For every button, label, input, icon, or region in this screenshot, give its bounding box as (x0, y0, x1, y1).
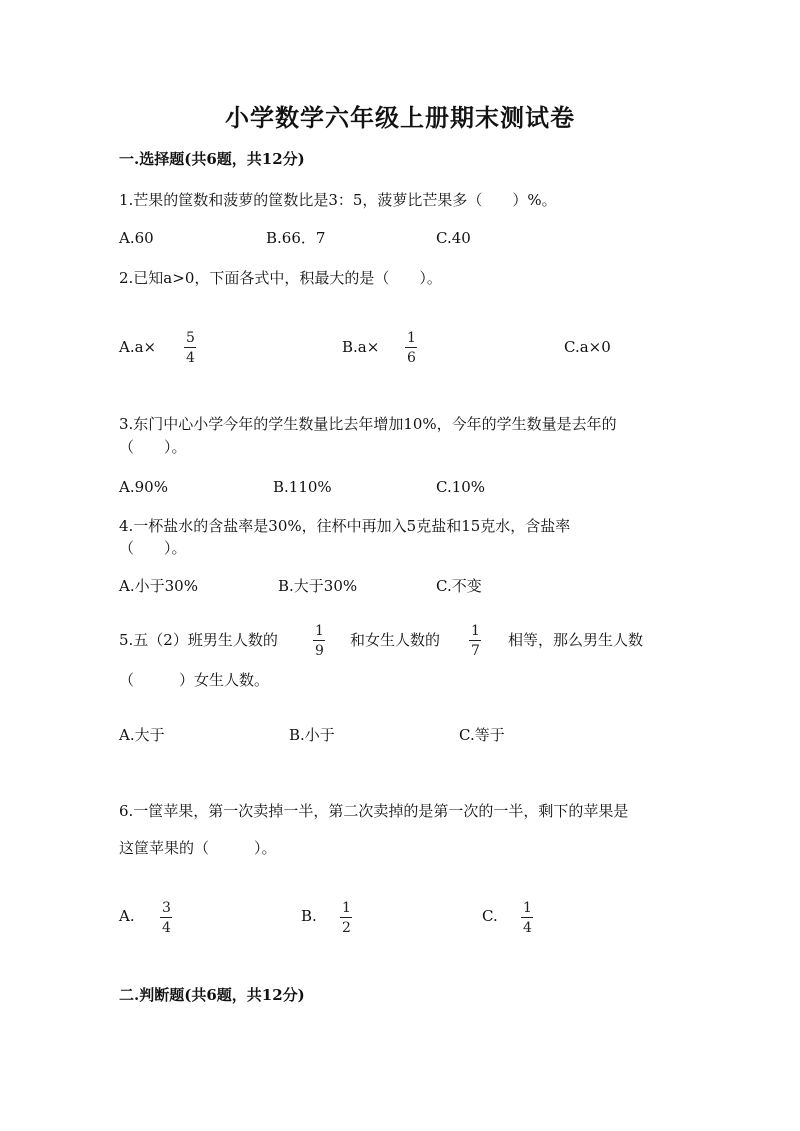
fraction-numerator: 1 (471, 623, 480, 639)
page-title: 小学数学六年级上册期末测试卷 (225, 103, 575, 132)
question-5-option-a: A.大于 (119, 726, 165, 744)
question-4-option-c: C.不变 (436, 577, 482, 595)
question-6-option-a-fraction (160, 900, 173, 936)
fraction-denominator: 4 (162, 920, 171, 936)
fraction-bar (405, 347, 417, 348)
fraction-bar (184, 347, 196, 348)
question-5-stem-part3: 相等，那么男生人数 (508, 631, 644, 649)
question-3-stem-line2: （ ）。 (119, 438, 187, 456)
question-6-option-c-fraction (521, 900, 534, 936)
fraction-bar (469, 640, 481, 641)
question-3-option-a: A.90% (119, 478, 168, 496)
fraction-bar (340, 917, 352, 918)
fraction-bar (521, 917, 533, 918)
question-2-option-a-fraction (184, 330, 197, 366)
question-5-stem-part1: 5.五（2）班男生人数的 (119, 631, 278, 649)
fraction-numerator: 5 (186, 330, 195, 346)
question-6-stem-line2: 这筐苹果的（ ）。 (119, 839, 277, 857)
question-5-fraction-1 (313, 623, 326, 659)
question-4-stem-line1: 4.一杯盐水的含盐率是30%，往杯中再加入5克盐和15克水，含盐率 (119, 517, 571, 535)
question-2-option-a-label: A.a× (119, 338, 157, 356)
question-5-option-b: B.小于 (289, 726, 335, 744)
section-heading-choice: 一.选择题(共6题，共12分) (119, 150, 305, 168)
question-2-option-c: C.a×0 (564, 338, 611, 356)
fraction-denominator: 2 (342, 920, 351, 936)
fraction-denominator: 6 (407, 350, 416, 366)
question-5-stem-part2: 和女生人数的 (350, 631, 441, 649)
question-3-option-c: C.10% (436, 478, 486, 496)
question-2-stem: 2.已知a>0，下面各式中，积最大的是（ ）。 (119, 269, 442, 287)
fraction-denominator: 4 (186, 350, 195, 366)
fraction-numerator: 3 (162, 900, 171, 916)
fraction-numerator: 1 (523, 900, 532, 916)
section-heading-true-false: 二.判断题(共6题，共12分) (119, 986, 305, 1004)
fraction-numerator: 1 (342, 900, 351, 916)
fraction-numerator: 1 (315, 623, 324, 639)
fraction-numerator: 1 (407, 330, 416, 346)
question-5-fraction-2 (469, 623, 482, 659)
question-5-stem-line2: （ ）女生人数。 (119, 671, 270, 689)
question-6-option-b-label: B. (301, 907, 317, 925)
question-1-option-b: B.66．7 (266, 229, 326, 247)
question-4-option-a: A.小于30% (119, 577, 198, 595)
fraction-denominator: 9 (315, 643, 324, 659)
question-3-option-b: B.110% (273, 478, 332, 496)
question-3-stem-line1: 3.东门中心小学今年的学生数量比去年增加10%，今年的学生数量是去年的 (119, 415, 617, 433)
question-2-option-b-label: B.a× (342, 338, 380, 356)
question-6-stem-line1: 6.一筐苹果，第一次卖掉一半，第二次卖掉的是第一次的一半，剩下的苹果是 (119, 802, 629, 820)
question-6-option-c-label: C. (482, 907, 498, 925)
question-4-option-b: B.大于30% (278, 577, 358, 595)
fraction-bar (160, 917, 172, 918)
question-2-option-b-fraction (405, 330, 418, 366)
question-6-option-b-fraction (340, 900, 353, 936)
question-5-option-c: C.等于 (459, 726, 505, 744)
question-1-option-c: C.40 (436, 229, 471, 247)
question-6-option-a-label: A. (119, 907, 135, 925)
question-1-option-a: A.60 (119, 229, 154, 247)
question-4-stem-line2: （ ）。 (119, 539, 187, 557)
fraction-denominator: 7 (471, 643, 480, 659)
fraction-bar (313, 640, 325, 641)
fraction-denominator: 4 (523, 920, 532, 936)
question-1-stem: 1.芒果的筐数和菠萝的筐数比是3：5，菠萝比芒果多（ ）%。 (119, 191, 557, 209)
